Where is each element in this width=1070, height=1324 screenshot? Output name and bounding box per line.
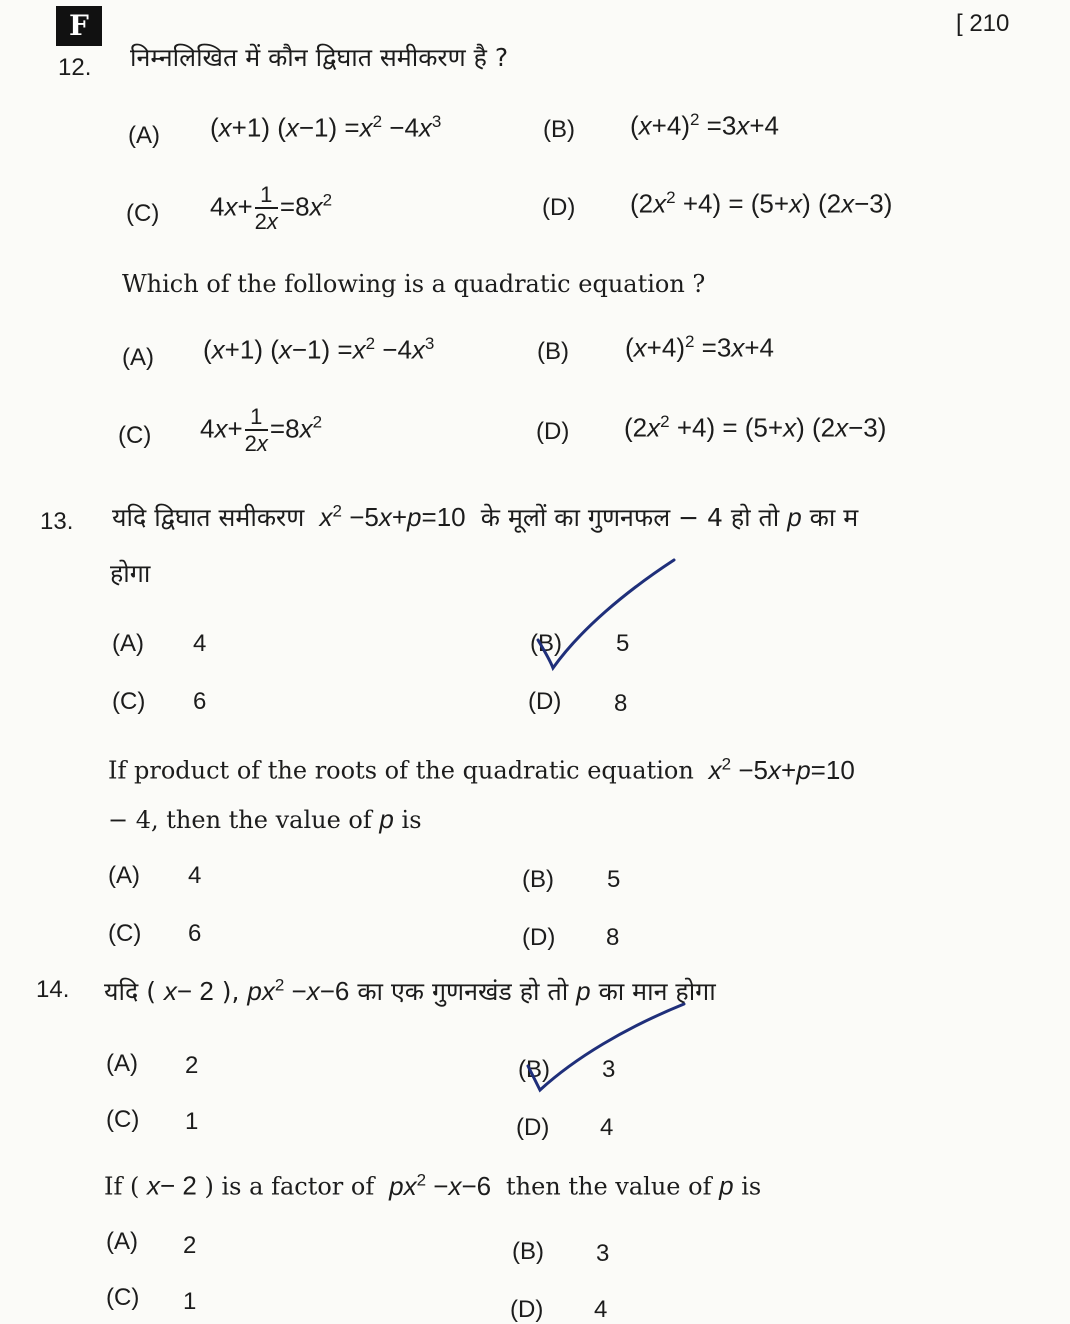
- q14-hindi-pre: यदि (: [104, 977, 156, 1006]
- q12-number: 12.: [58, 54, 92, 81]
- q14-hindi-var-p: p: [576, 976, 591, 1006]
- q12-english-option-d: $(2x^2 +4) = (5+x)$ (2x−3): [624, 412, 887, 443]
- q12-hindi-option-b: $(x+4)^2 =3x+4$: [630, 110, 779, 141]
- q13-english-label-b: (B): [522, 866, 554, 893]
- q14-english-label-b: (B): [512, 1238, 544, 1265]
- q14-hindi-value-a: 2: [185, 1052, 199, 1079]
- q13-hindi-value-b: 5: [616, 630, 630, 657]
- q14-hindi-value-d: 4: [600, 1114, 614, 1141]
- q14-english-post: then the value of: [505, 1172, 712, 1201]
- q12-hindi-label-b: (B): [543, 116, 575, 143]
- q13-hindi-value-c: 6: [193, 688, 207, 715]
- q13-hindi-value-a: 4: [193, 630, 207, 657]
- q13-english-value-b: 5: [607, 866, 621, 893]
- q14-english-label-d: (D): [510, 1296, 544, 1323]
- q14-hindi-label-d: (D): [516, 1114, 550, 1141]
- q12-english-text: Which of the following is a quadratic equation ?: [122, 270, 706, 298]
- q14-hindi-poly: $px^2 -x-6$: [247, 975, 350, 1006]
- q12-hindi-label-d: (D): [542, 194, 576, 221]
- q14-hindi-label-c: (C): [106, 1106, 140, 1133]
- q14-english-label-c: (C): [106, 1284, 140, 1311]
- q14-english-end: is: [741, 1172, 762, 1201]
- q14-english-value-c: 1: [183, 1288, 197, 1315]
- q14-hindi-label-b: (B): [518, 1056, 550, 1083]
- q14-hindi-factor: x− 2: [163, 976, 214, 1006]
- q14-hindi-value-b: 3: [602, 1056, 616, 1083]
- q13-hindi-mid: के मूलों का गुणनफल − 4 हो तो: [480, 503, 780, 532]
- q12-hindi-option-d: $(2x^2 +4) = (5+x)$ (2x−3): [630, 188, 893, 219]
- q13-english-label-a: (A): [108, 862, 140, 889]
- q13-english-var-p: p: [379, 804, 394, 834]
- q14-hindi-end: का मान होगा: [598, 977, 716, 1006]
- q13-hindi-value-d: 8: [614, 690, 628, 717]
- q13-english-line1: [108, 754, 855, 786]
- q14-english-poly: $px^2 -x-6$: [389, 1170, 499, 1201]
- q14-hindi-post: का एक गुणनखंड हो तो: [357, 977, 569, 1006]
- q13-hindi-end: का म: [809, 503, 859, 532]
- q14-english-label-a: (A): [106, 1228, 138, 1255]
- q13-english-label-c: (C): [108, 920, 142, 947]
- q13-hindi-equation: $x^2 -5x+p=10$: [319, 501, 473, 532]
- q12-hindi-option-a: (x+1) $(x-1) =x^2 -4x^3$: [210, 112, 442, 143]
- q12-hindi-text: निम्नलिखित में कौन द्विघात समीकरण है ?: [130, 43, 509, 72]
- q14-number: 14.: [36, 976, 70, 1003]
- q13-english-value-d: 8: [606, 924, 620, 951]
- q13-number: 13.: [40, 508, 74, 535]
- q13-english-text2: − 4, then the value of: [108, 806, 372, 834]
- q13-hindi-label-a: (A): [112, 630, 144, 657]
- q13-english-line2: [108, 804, 422, 835]
- q14-hindi-value-c: 1: [185, 1108, 199, 1135]
- q12-english-option-b: $(x+4)^2 =3x+4$: [625, 332, 774, 363]
- set-label-badge: F: [56, 6, 102, 46]
- q14-english-value-b: 3: [596, 1240, 610, 1267]
- q12-english-label-a: (A): [122, 344, 154, 371]
- q14-english-var-p: p: [719, 1170, 734, 1201]
- q12-hindi-label-a: (A): [128, 122, 160, 149]
- q14-hindi-mid: ),: [221, 977, 240, 1006]
- q13-hindi-line1: [112, 500, 858, 534]
- q14-english-factor: x− 2: [147, 1170, 197, 1201]
- q13-hindi-label-c: (C): [112, 688, 146, 715]
- q14-english-pre: If (: [104, 1172, 140, 1201]
- q13-hindi-label-b: (B): [530, 630, 562, 657]
- q13-hindi-line2: होगा: [110, 559, 151, 588]
- page-number: [ 210: [956, 10, 1010, 37]
- q12-hindi-label-c: (C): [126, 200, 160, 227]
- q14-hindi-label-a: (A): [106, 1050, 138, 1077]
- q12-english-option-c: 4x+ $\frac{1}{2x}$ $=8x^2$: [200, 404, 323, 456]
- q14-english-mid: ) is a factor of: [204, 1172, 375, 1201]
- q12-english-label-d: (D): [536, 418, 570, 445]
- q13-english-label-d: (D): [522, 924, 556, 951]
- q13-english-equation: $x^2 -5x+p=10$: [708, 754, 855, 785]
- q12-hindi-option-c: 4x+ $\frac{1}{2x}$ $=8x^2$: [210, 182, 333, 234]
- q13-hindi-label-d: (D): [528, 688, 562, 715]
- q12-english-option-a: (x+1) $(x-1) =x^2 -4x^3$: [203, 334, 435, 365]
- q13-english-value-c: 6: [188, 920, 202, 947]
- q14-english-line: [104, 1170, 761, 1202]
- q14-hindi-line: [104, 974, 716, 1008]
- q12-english-label-b: (B): [537, 338, 569, 365]
- q14-english-value-d: 4: [594, 1296, 608, 1323]
- q13-english-text1: If product of the roots of the quadratic equation: [108, 756, 694, 785]
- q12-english-label-c: (C): [118, 422, 152, 449]
- q13-hindi-pre: यदि द्विघात समीकरण: [112, 503, 305, 532]
- q14-english-value-a: 2: [183, 1232, 197, 1259]
- q13-english-value-a: 4: [188, 862, 202, 889]
- q13-english-text3: is: [401, 806, 422, 834]
- q13-hindi-var-p: p: [787, 502, 802, 532]
